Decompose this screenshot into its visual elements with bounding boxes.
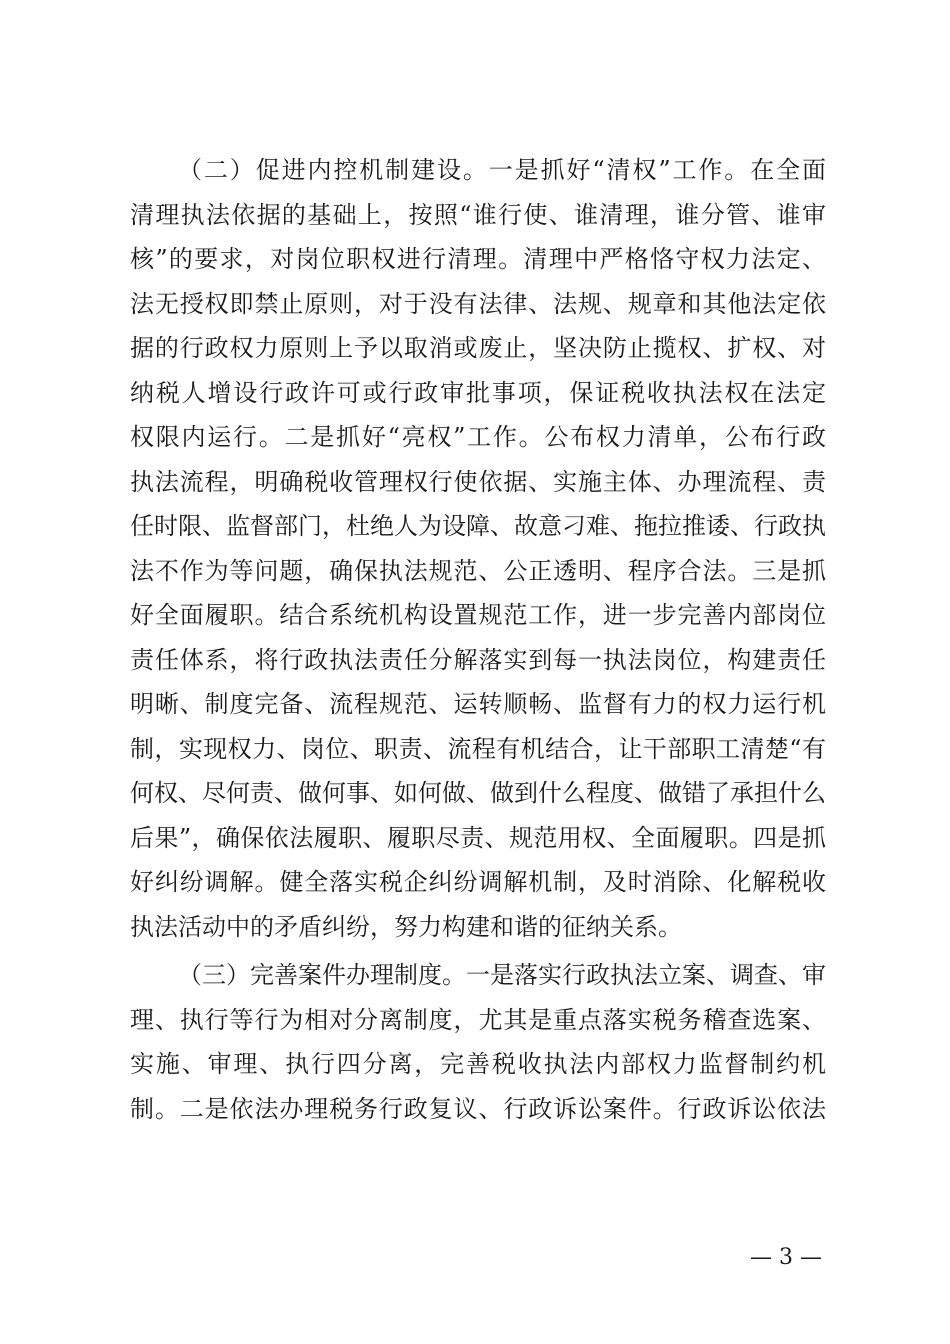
document-body — [130, 148, 826, 1135]
text-line: 任时限、监督部门，杜绝人为设障、故意刁难、拖拉推诿、行政执 — [130, 512, 826, 540]
text-line: 制，实现权力、岗位、职责、流程有机结合，让干部职工清楚“有 — [130, 734, 826, 763]
text-line: 执法活动中的矛盾纠纷，努力构建和谐的征纳关系。 — [130, 912, 682, 941]
text-line: 好全面履职。结合系统机构设置规范工作，进一步完善内部岗位 — [130, 601, 826, 629]
text-line: 明晰、制度完备、流程规范、运转顺畅、监督有力的权力运行机 — [130, 690, 826, 718]
paragraph-internal-control — [130, 148, 826, 949]
text-line: （二）促进内控机制建设。一是抓好“清权”工作。在全面 — [178, 156, 826, 184]
text-line: 理、执行等行为相对分离制度，尤其是重点落实税务稽查选案、 — [130, 1005, 826, 1034]
text-line: 制。二是依法办理税务行政复议、行政诉讼案件。行政诉讼依法 — [130, 1094, 826, 1123]
text-line: （三）完善案件办理制度。一是落实行政执法立案、调查、审 — [178, 961, 826, 989]
page-number: — 3 — — [750, 1245, 822, 1270]
text-line: 何权、尽何责、做何事、如何做、做到什么程度、做错了承担什么 — [130, 779, 826, 807]
text-line: 后果”，确保依法履职、履职尽责、规范用权、全面履职。四是抓 — [130, 823, 826, 852]
text-line: 执法流程，明确税收管理权行使依据、实施主体、办理流程、责 — [130, 467, 826, 496]
text-line: 实施、审理、执行四分离，完善税收执法内部权力监督制约机 — [130, 1050, 826, 1078]
text-line: 权限内运行。二是抓好“亮权”工作。公布权力清单，公布行政 — [130, 423, 826, 451]
text-line: 据的行政权力原则上予以取消或废止，坚决防止揽权、扩权、对 — [130, 334, 826, 362]
text-line: 法无授权即禁止原则，对于没有法律、法规、规章和其他法定依 — [130, 289, 826, 318]
text-line: 好纠纷调解。健全落实税企纠纷调解机制，及时消除、化解税收 — [130, 868, 826, 896]
paragraph-case-handling — [130, 953, 826, 1131]
text-line: 责任体系，将行政执法责任分解落实到每一执法岗位，构建责任 — [130, 645, 826, 674]
text-line: 纳税人增设行政许可或行政审批事项，保证税收执法权在法定 — [130, 378, 826, 407]
text-line: 清理执法依据的基础上，按照“谁行使、谁清理，谁分管、谁审 — [130, 200, 826, 229]
text-line: 核”的要求，对岗位职权进行清理。清理中严格恪守权力法定、 — [130, 245, 826, 273]
text-line: 法不作为等问题，确保执法规范、公正透明、程序合法。三是抓 — [130, 556, 826, 585]
